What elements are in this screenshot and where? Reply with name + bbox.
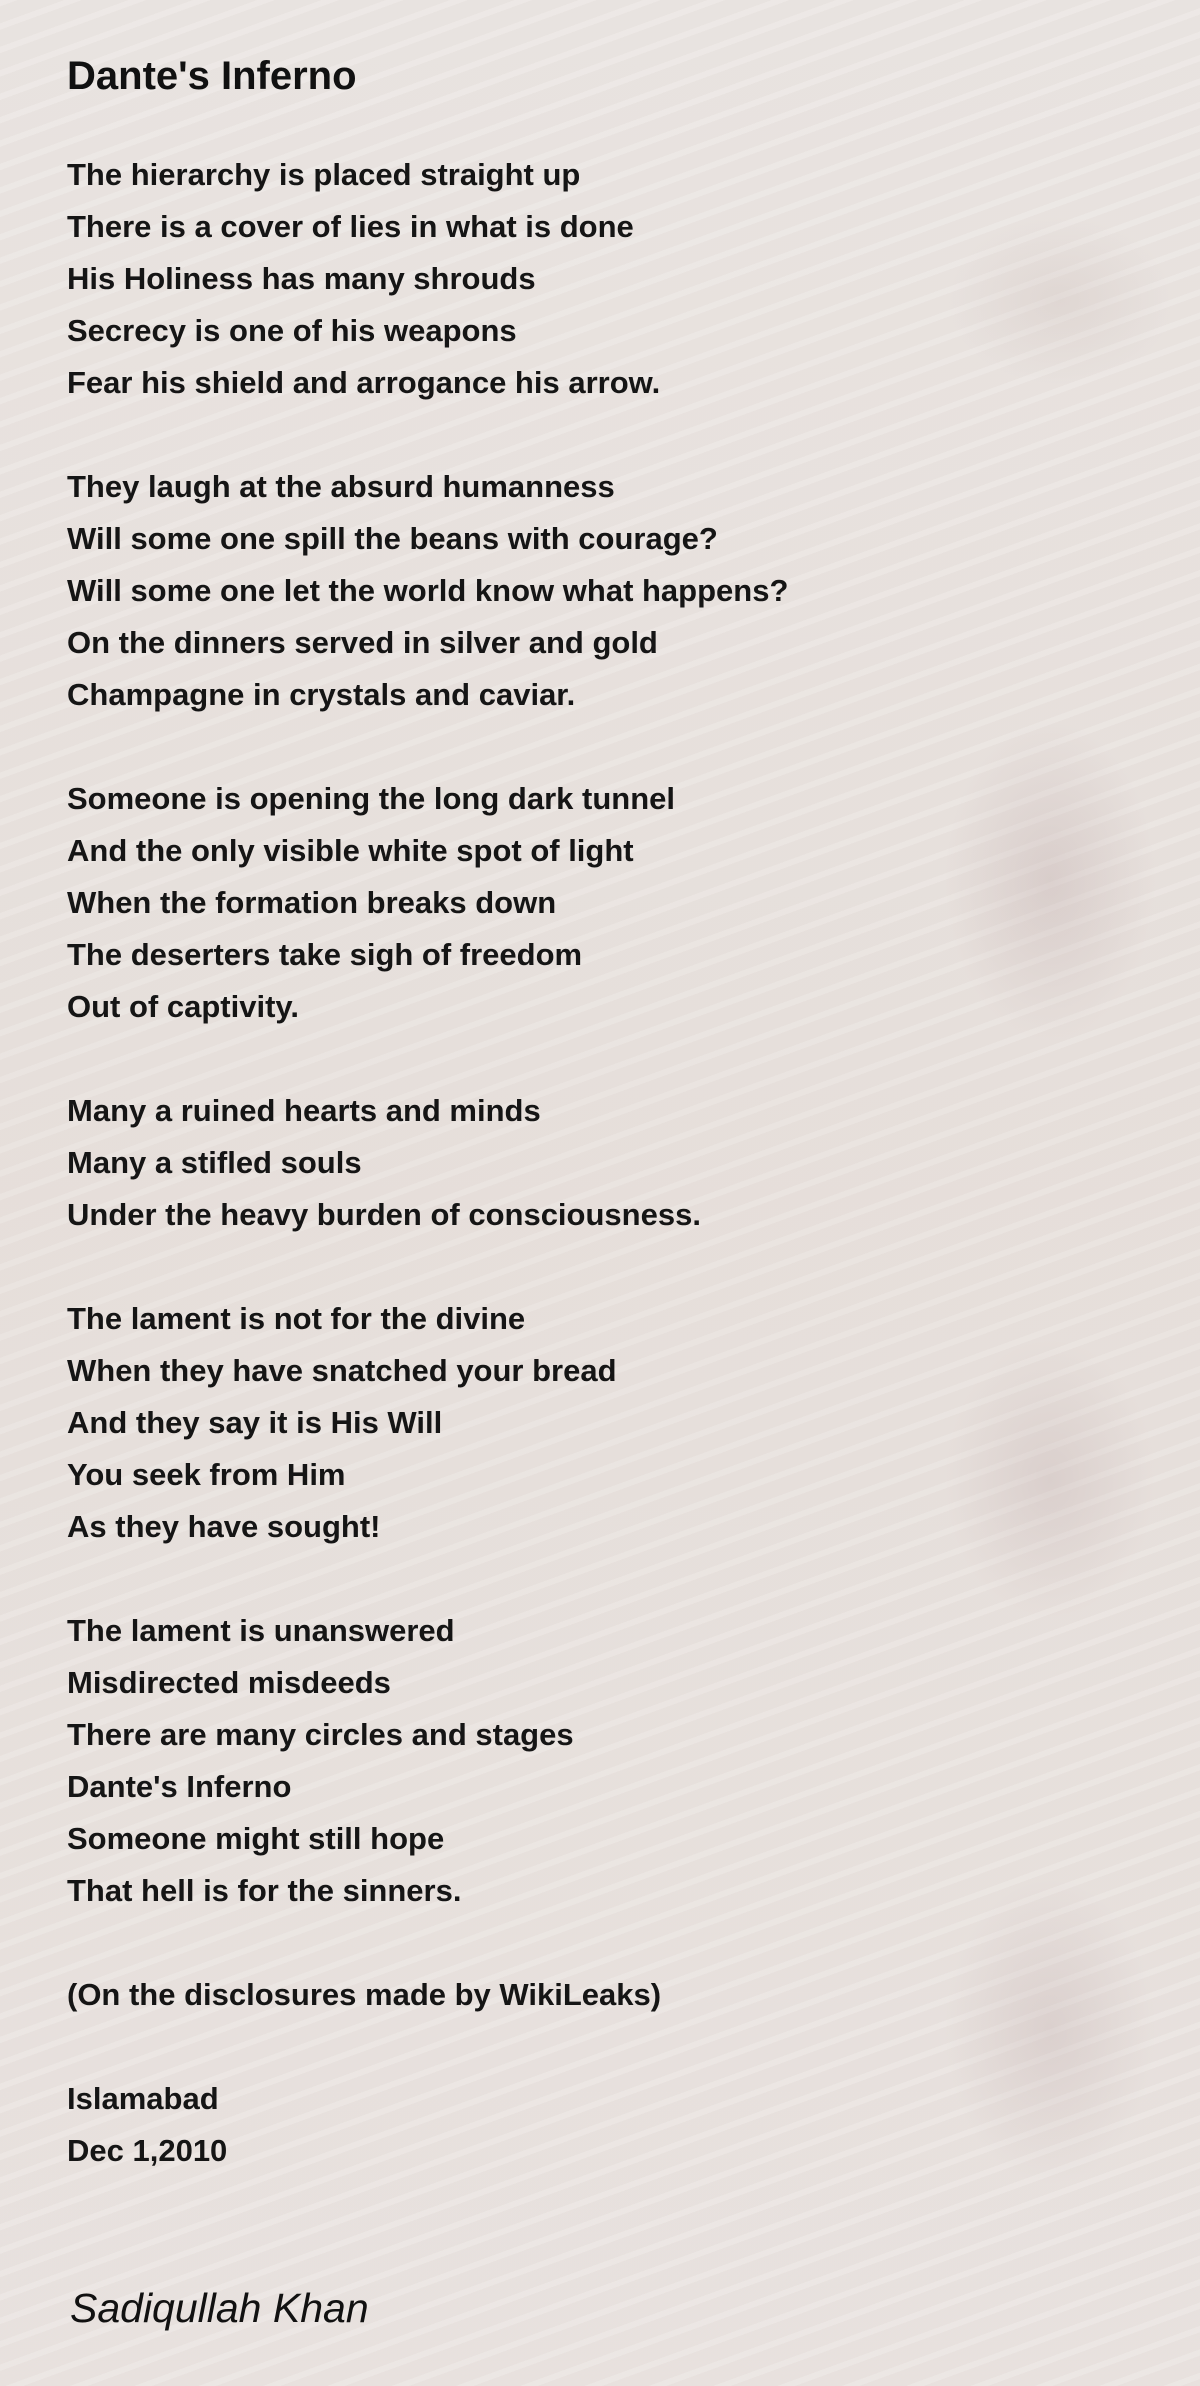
poem-body xyxy=(67,149,1067,2229)
poem-line: Secrecy is one of his weapons xyxy=(67,313,517,348)
poem-title: Dante's Inferno xyxy=(67,54,357,98)
poem-line: The lament is unanswered xyxy=(67,1613,455,1648)
place-line: Islamabad xyxy=(67,2081,219,2116)
poem-line: And the only visible white spot of light xyxy=(67,833,634,868)
poem-line: Will some one spill the beans with courage? xyxy=(67,521,718,556)
poem-line: That hell is for the sinners. xyxy=(67,1873,462,1908)
poem-line: Fear his shield and arrogance his arrow. xyxy=(67,365,661,400)
poem-note xyxy=(67,1969,1067,2021)
stanza-5 xyxy=(67,1293,1067,1553)
poem-line: You seek from Him xyxy=(67,1457,346,1492)
poem-line: Misdirected misdeeds xyxy=(67,1665,391,1700)
poem-line: The lament is not for the divine xyxy=(67,1301,526,1336)
poem-line: Champagne in crystals and caviar. xyxy=(67,677,576,712)
poem-line: And they say it is His Will xyxy=(67,1405,443,1440)
poem-line: Will some one let the world know what happens? xyxy=(67,573,789,608)
stanza-6 xyxy=(67,1605,1067,1917)
poem-line: As they have sought! xyxy=(67,1509,381,1544)
poem-line: When the formation breaks down xyxy=(67,885,557,920)
poem-line: There is a cover of lies in what is done xyxy=(67,209,634,244)
stanza-2 xyxy=(67,461,1067,721)
poem-line: They laugh at the absurd humanness xyxy=(67,469,615,504)
poem-line: Out of captivity. xyxy=(67,989,299,1024)
poem-line: Under the heavy burden of consciousness. xyxy=(67,1197,701,1232)
stanza-4 xyxy=(67,1085,1067,1241)
poem-line: When they have snatched your bread xyxy=(67,1353,617,1388)
poem-line: Many a stifled souls xyxy=(67,1145,362,1180)
poem-line: There are many circles and stages xyxy=(67,1717,574,1752)
poem-line: The deserters take sigh of freedom xyxy=(67,937,583,972)
poem-dateline xyxy=(67,2073,1067,2177)
poem-line: Many a ruined hearts and minds xyxy=(67,1093,541,1128)
poem-line: His Holiness has many shrouds xyxy=(67,261,536,296)
poem-line: Someone might still hope xyxy=(67,1821,445,1856)
poem-note-line: (On the disclosures made by WikiLeaks) xyxy=(67,1977,662,2012)
poem-line: On the dinners served in silver and gold xyxy=(67,625,658,660)
poem-line: Dante's Inferno xyxy=(67,1769,292,1804)
poem-line: The hierarchy is placed straight up xyxy=(67,157,581,192)
poem-line: Someone is opening the long dark tunnel xyxy=(67,781,675,816)
poem-author: Sadiqullah Khan xyxy=(70,2285,369,2331)
stanza-1 xyxy=(67,149,1067,409)
stanza-3 xyxy=(67,773,1067,1033)
date-line: Dec 1,2010 xyxy=(67,2133,228,2168)
